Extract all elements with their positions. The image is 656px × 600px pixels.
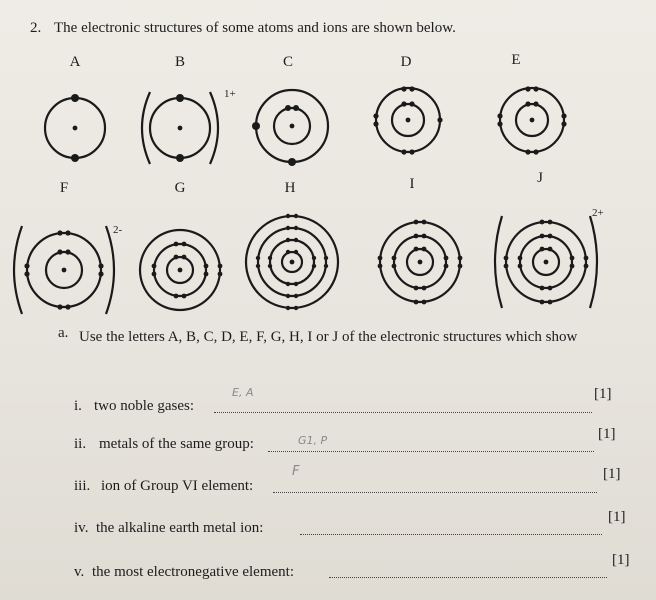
diagram-label-g: G: [174, 180, 186, 196]
answer-line-4[interactable]: [300, 534, 602, 535]
mark-5: [1]: [612, 552, 630, 568]
answer-line-2[interactable]: [268, 451, 594, 452]
subq-2-num: ii.: [74, 436, 87, 452]
diagram-label-e: E: [511, 52, 521, 68]
subq-3-num: iii.: [74, 478, 91, 494]
answer-3: F: [292, 464, 300, 479]
diagram-label-a: A: [69, 54, 81, 70]
mark-4: [1]: [608, 509, 626, 525]
subq-5-text: the most electronegative element:: [92, 564, 295, 580]
answer-line-1[interactable]: [214, 412, 592, 413]
diagram-label-h: H: [284, 180, 296, 196]
mark-3: [1]: [603, 466, 621, 482]
answer-line-3[interactable]: [273, 492, 597, 493]
part-a-letter: a.: [58, 325, 69, 341]
subq-4-text: the alkaline earth metal ion:: [96, 520, 264, 536]
diagram-label-b: B: [174, 54, 186, 70]
subq-4-num: iv.: [74, 520, 89, 536]
subq-1-text: two noble gases:: [94, 398, 194, 414]
diagram-label-i: I: [409, 176, 415, 192]
question-number: 2.: [30, 20, 42, 36]
answer-line-5[interactable]: [329, 577, 607, 578]
mark-1: [1]: [594, 386, 612, 402]
diagram-label-c: C: [282, 54, 294, 70]
subq-2-text: metals of the same group:: [99, 436, 254, 452]
charge-b: 1+: [224, 88, 236, 100]
part-a-instruction: Use the letters A, B, C, D, E, F, G, H, I or J of the electronic structures which show: [79, 329, 578, 345]
charge-f: 2-: [113, 224, 123, 236]
diagram-label-j: J: [537, 170, 543, 186]
answer-2: G1, P: [298, 434, 328, 447]
subq-1-num: i.: [74, 398, 82, 414]
subq-5-num: v.: [74, 564, 85, 580]
diagram-label-f: F: [59, 180, 69, 196]
diagram-label-d: D: [400, 54, 412, 70]
charge-j: 2+: [592, 207, 604, 219]
question-stem: The electronic structures of some atoms and ions are shown below.: [54, 20, 456, 36]
subq-3-text: ion of Group VI element:: [101, 478, 254, 494]
mark-2: [1]: [598, 426, 616, 442]
answer-1: E, A: [232, 386, 254, 399]
